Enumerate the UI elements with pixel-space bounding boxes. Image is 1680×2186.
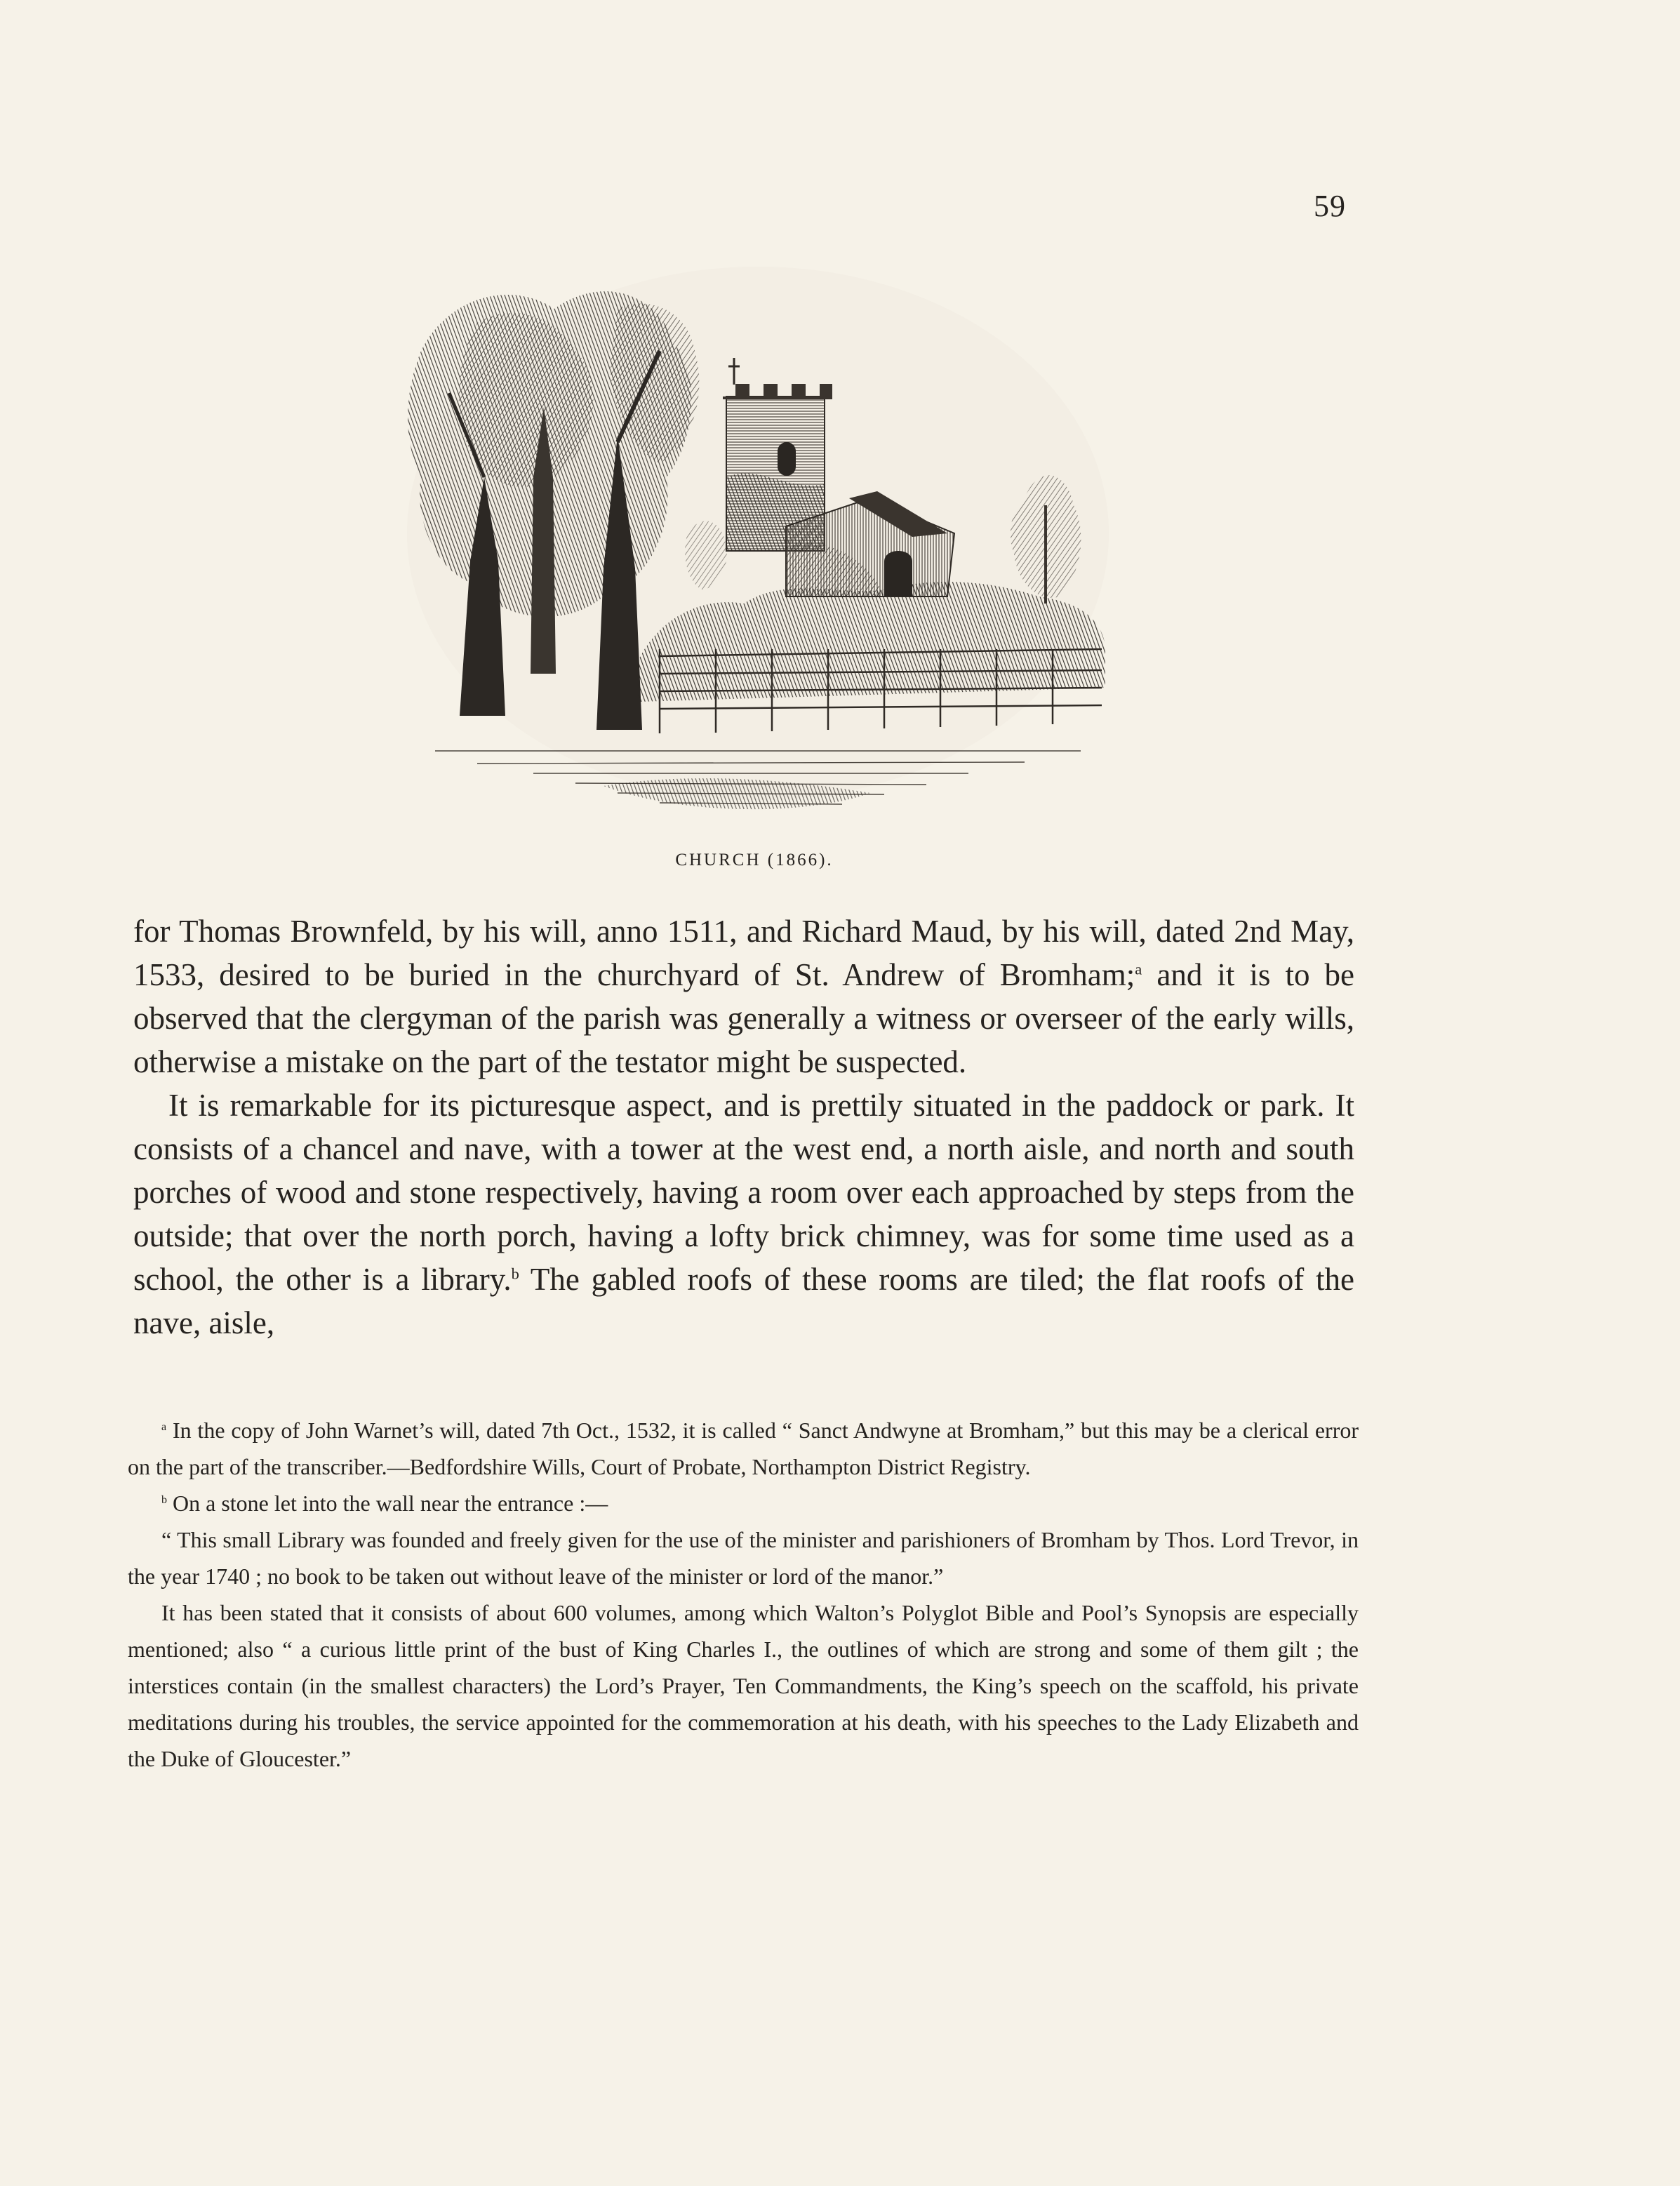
- footnote-b-quote: “ This small Library was founded and freely given for the use of the minister and parishioners of Bromham by Thos. Lord Trevor, in the year 1740 ; no book to be taken out without leave of the minister or lord of the manor.”: [128, 1527, 1359, 1589]
- footnote-a: $^a$ In the copy of John Warnet’s will, dated 7th Oct., 1532, it is called “ Sanct Andwyne at Bromham,” but this may be a clerical error on the part of the transcriber.—Bedfordshire Wills, Court of Probate, Northampton District Registry.: [128, 1418, 1359, 1479]
- footnotes: [128, 1412, 1359, 1777]
- footnote-ref-a: a: [1135, 960, 1142, 978]
- page-number: 59: [1314, 189, 1346, 223]
- footnote-b: $^b$ On a stone let into the wall near the entrance :—: [161, 1491, 608, 1516]
- church-engraving: [393, 267, 1109, 835]
- paragraph: for Thomas Brownfeld, by his will, anno 1511, and Richard Maud, by his will, dated 2nd May, 1533, desired to be buried in the churchyard of St. Andrew of Bromham;$^a$ and it is to be observed that the clergyman of the parish was generally a witness or overseer of the early wills, otherwise a mistake on the part of the testator might be suspected.: [133, 914, 1355, 1079]
- body-text: [133, 909, 1354, 1345]
- footnote-b-continuation: It has been stated that it consists of about 600 volumes, among which Walton’s Polyglot Bible and Pool’s Synopsis are especially mentioned; also “ a curious little print of the bust of King Charles I., the outlines of which are strong and some of them gilt ; the interstices contain (in the smallest characters) the Lord’s Prayer, Ten Commandments, the King’s speech on the scaffold, his private meditations during his troubles, the service appointed for the commemoration at his death, with his speeches to the Lady Elizabeth and the Duke of Gloucester.”: [128, 1600, 1359, 1771]
- paragraph: It is remarkable for its picturesque aspect, and is prettily situated in the paddock or park. It consists of a chancel and nave, with a tower at the west end, a north aisle, and north and south porches of wood and stone respectively, having a room over each approached by steps from the outside; that over the north porch, having a lofty brick chimney, was for some time used as a school, the other is a library.$^b$ The gabled roofs of these rooms are tiled; the flat roofs of the nave, aisle,: [133, 1088, 1354, 1340]
- figure-caption: CHURCH (1866).: [675, 851, 834, 869]
- footnote-ref-b: b: [511, 1265, 519, 1283]
